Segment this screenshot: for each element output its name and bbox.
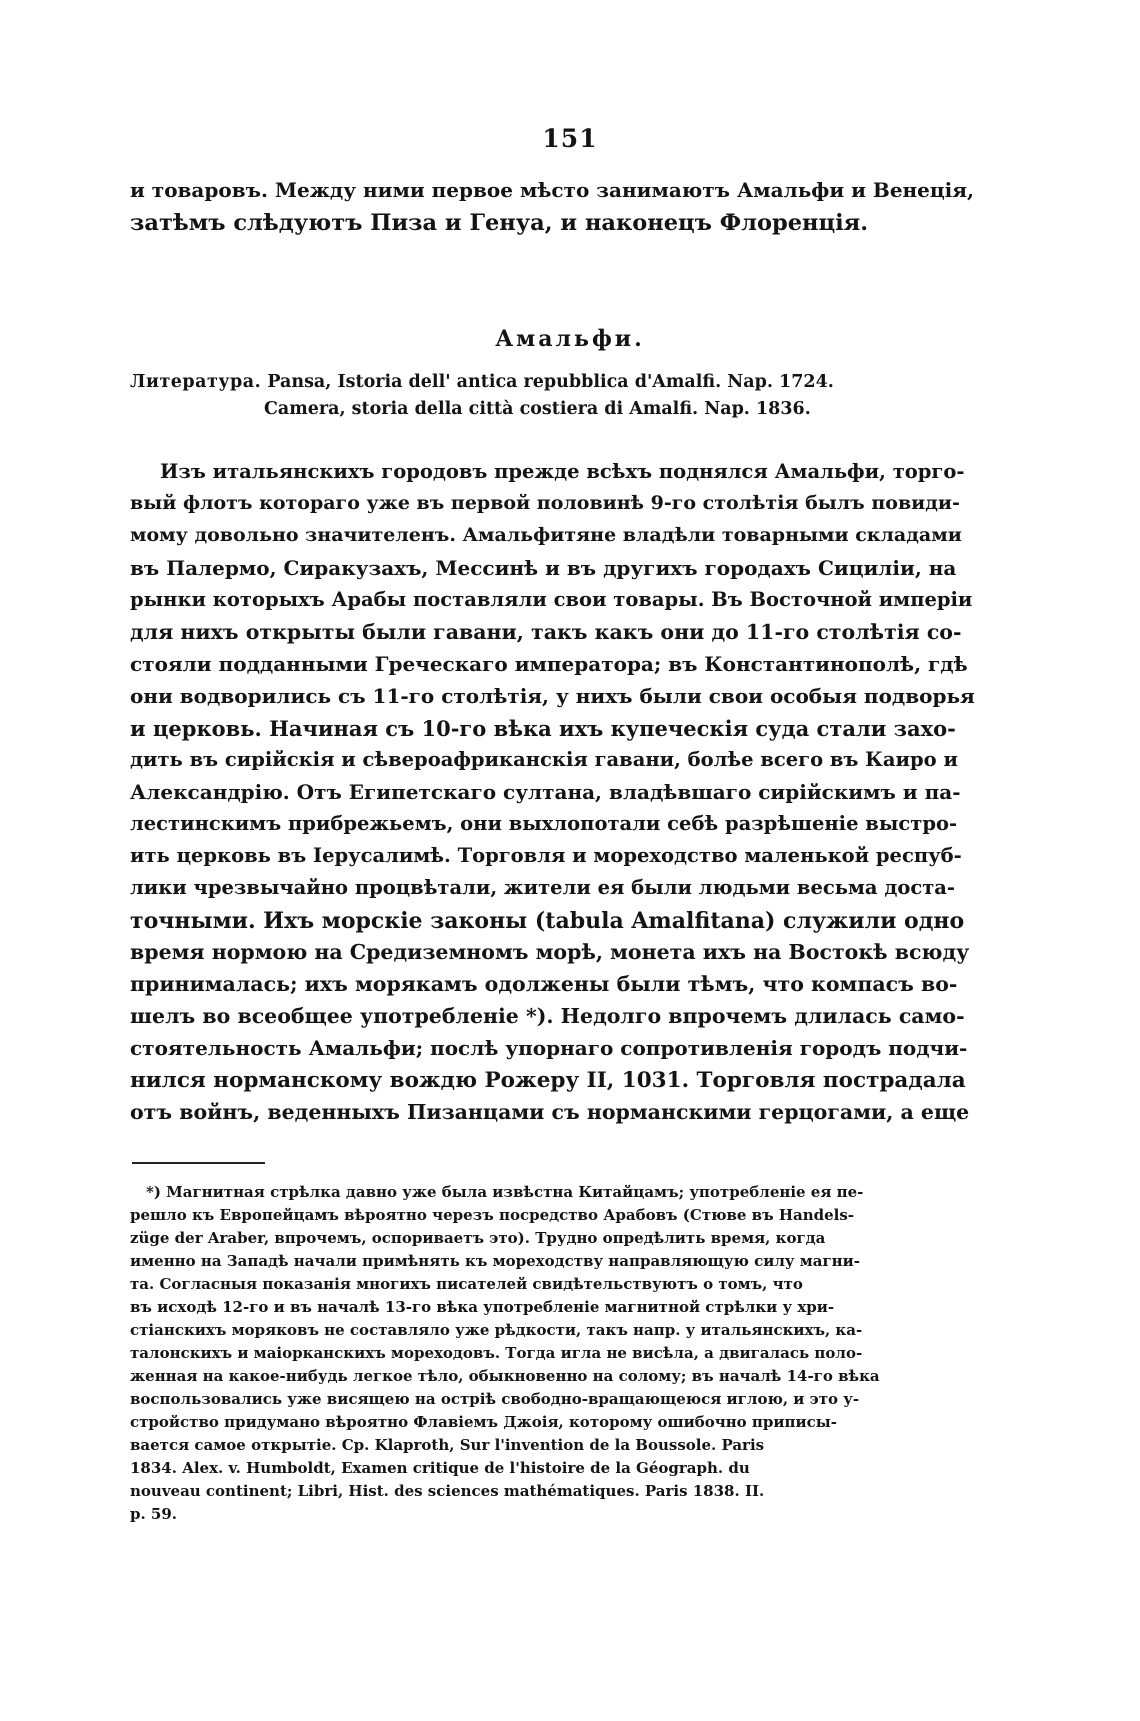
footnote-line: 1834. Alex. v. Humboldt, Examen critique de l'histoire de la Géograph. du: [130, 1459, 750, 1477]
footnote-line: nouveau continent; Libri, Hist. des sciences mathématiques. Paris 1838. II.: [130, 1482, 765, 1500]
literature-entry: Camera, storia della città costiera di Amalfi. Nap. 1836.: [264, 399, 811, 419]
body-line: принималась; ихъ морякамъ одолжены были тѣмъ, что компасъ во-: [130, 972, 958, 996]
body-line: рынки которыхъ Арабы поставляли свои товары. Въ Восточной имперіи: [130, 588, 973, 611]
footnote-line: талонскихъ и маіорканскихъ мореходовъ. Тогда игла не висѣла, а двигалась поло-: [130, 1344, 863, 1362]
section-title: Амальфи.: [495, 326, 645, 352]
body-line: стояли подданными Греческаго императора; въ Константинополѣ, гдѣ: [130, 652, 968, 676]
page-number: 151: [542, 124, 598, 153]
body-line: время нормою на Средиземномъ морѣ, монета ихъ на Востокѣ всюду: [130, 940, 970, 964]
body-line: стоятельность Амальфи; послѣ упорнаго сопротивленія городъ подчи-: [130, 1036, 968, 1060]
intro-line: и товаровъ. Между ними первое мѣсто занимаютъ Амальфи и Венеція,: [130, 178, 975, 202]
body-line: шелъ во всеобщее употребленіе *). Недолго впрочемъ длилась само-: [130, 1004, 965, 1028]
body-line: мому довольно значителенъ. Амальфитяне владѣли товарными складами: [130, 524, 962, 546]
body-line: лестинскимъ прибрежьемъ, они выхлопотали себѣ разрѣшеніе выстро-: [130, 812, 958, 835]
footnote-line: стройство придумано вѣроятно Флавіемъ Джоія, которому ошибочно приписы-: [130, 1413, 837, 1431]
footnote-line: p. 59.: [130, 1505, 178, 1523]
footnote-line: züge der Araber, впрочемъ, оспориваетъ это). Трудно опредѣлить время, когда: [130, 1229, 826, 1247]
body-line: Изъ итальянскихъ городовъ прежде всѣхъ поднялся Амальфи, торго-: [160, 460, 965, 483]
body-line: лики чрезвычайно процвѣтали, жители ея были людьми весьма доста-: [130, 876, 956, 899]
body-line: дить въ сирійскія и сѣвероафриканскія гавани, болѣе всего въ Каиро и: [130, 748, 958, 771]
body-line: отъ войнъ, веденныхъ Пизанцами съ норманскими герцогами, а еще: [130, 1100, 970, 1124]
body-line: и церковь. Начиная съ 10-го вѣка ихъ купеческія суда стали захо-: [130, 716, 956, 741]
body-line: точными. Ихъ морскіе законы (tabula Amalfitana) служили одно: [130, 908, 965, 934]
literature-entry: [130, 372, 834, 392]
body-line: для нихъ открыты были гавани, такъ какъ они до 11-го столѣтія со-: [130, 620, 962, 644]
body-line: нился норманскому вождю Рожеру II, 1031. Торговля пострадала: [130, 1068, 966, 1093]
literature-entry-text: Pansa, Istoria dell' antica repubblica d'Amalfi. Nap. 1724.: [267, 372, 834, 392]
footnote-line: именно на Западѣ начали примѣнять къ мореходству направляющую силу магни-: [130, 1252, 861, 1270]
footnote-line: *) Магнитная стрѣлка давно уже была извѣстна Китайцамъ; употребленіе ея пе-: [146, 1183, 864, 1201]
footnote-line: решло къ Европейцамъ вѣроятно черезъ посредство Арабовъ (Стюве въ Handels-: [130, 1206, 855, 1224]
footnote-line: воспользовались уже висящею на остріѣ свободно-вращающеюся иглою, и это у-: [130, 1390, 860, 1408]
footnote-line: стіанскихъ моряковъ не составляло уже рѣдкости, такъ напр. у итальянскихъ, ка-: [130, 1321, 863, 1339]
body-line: они водворились съ 11-го столѣтія, у нихъ были свои особыя подворья: [130, 684, 975, 708]
footnote-divider: [132, 1162, 265, 1164]
intro-line: затѣмъ слѣдуютъ Пиза и Генуа, и наконецъ Флоренція.: [130, 210, 869, 236]
footnote-line: вается самое открытіе. Cp. Klaproth, Sur l'invention de la Boussole. Paris: [130, 1436, 765, 1454]
footnote-line: та. Согласныя показанія многихъ писателей свидѣтельствуютъ о томъ, что: [130, 1275, 803, 1293]
body-line: ить церковь въ Іерусалимѣ. Торговля и мореходство маленькой респуб-: [130, 844, 962, 867]
body-line: вый флотъ котораго уже въ первой половинѣ 9-го столѣтія былъ повиди-: [130, 492, 960, 514]
body-line: въ Палермо, Сиракузахъ, Мессинѣ и въ другихъ городахъ Сициліи, на: [130, 556, 957, 580]
footnote-line: женная на какое-нибудь легкое тѣло, обыкновенно на солому; въ началѣ 14-го вѣка: [130, 1367, 880, 1385]
literature-label: Литература.: [130, 372, 262, 392]
footnote-line: въ исходѣ 12-го и въ началѣ 13-го вѣка употребленіе магнитной стрѣлки у хри-: [130, 1298, 835, 1316]
body-line: Александрію. Отъ Египетскаго султана, владѣвшаго сирійскимъ и па-: [130, 780, 961, 804]
